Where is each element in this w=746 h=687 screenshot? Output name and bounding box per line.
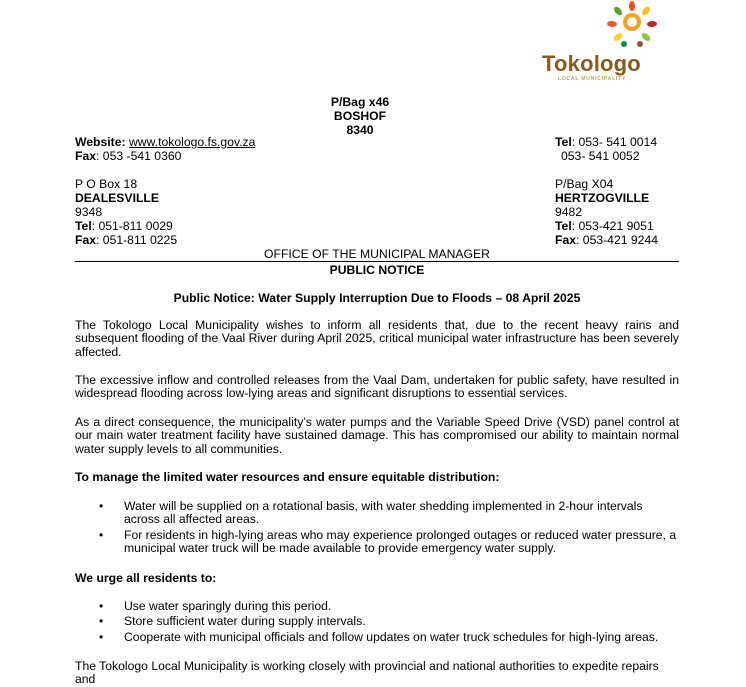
bullet-icon: • bbox=[99, 527, 104, 542]
office-dealesville bbox=[75, 178, 177, 248]
tel-label: Tel bbox=[75, 219, 92, 233]
tel-label: Tel bbox=[555, 219, 572, 233]
bullet-icon: • bbox=[99, 614, 104, 629]
office-box: P O Box 18 bbox=[75, 177, 138, 191]
address-line: BOSHOF bbox=[333, 109, 387, 123]
list-item-text: Water will be supplied on a rotational basis, with water shedding implemented in 2-hour intervals across all affected areas. bbox=[124, 499, 643, 527]
bullet-icon: • bbox=[99, 499, 104, 513]
head-office-address bbox=[300, 96, 420, 138]
list-item-text: Use water sparingly during this period. bbox=[124, 599, 332, 613]
fax-label: Fax bbox=[75, 149, 97, 163]
bullet-list bbox=[75, 500, 679, 558]
website-label: Website: bbox=[75, 135, 126, 149]
sun-people-icon bbox=[602, 0, 662, 52]
section-heading: We urge all residents to: bbox=[75, 571, 217, 585]
section-heading: To manage the limited water resources and ensure equitable distribution: bbox=[75, 470, 500, 484]
list-item bbox=[75, 500, 679, 527]
fax-label: Fax bbox=[555, 233, 577, 247]
office-town: DEALESVILLE bbox=[75, 191, 159, 205]
bullet-icon: • bbox=[99, 629, 104, 644]
fax-label: Fax bbox=[75, 233, 97, 247]
paragraph: The Tokologo Local Municipality wishes to inform all residents that, due to the recent heavy rains and subsequent flooding of the Vaal River during April 2025, critical municipal water infrastructure has been severely affected. bbox=[75, 318, 679, 359]
address-line: 8340 bbox=[346, 123, 374, 137]
website-link[interactable]: www.tokologo.fs.gov.za bbox=[128, 135, 256, 149]
fax-number: : 051-811 0225 bbox=[96, 233, 178, 247]
address-line: P/Bag x46 bbox=[330, 95, 390, 109]
list-item bbox=[75, 600, 679, 613]
fax-number: : 053-421 9244 bbox=[576, 233, 659, 247]
closing-paragraph: The Tokologo Local Municipality is working closely with provincial and national authorities to expedite repairs and bbox=[75, 659, 659, 687]
office-hertzogville bbox=[555, 178, 658, 248]
contact-block-left bbox=[75, 136, 255, 164]
municipal-logo bbox=[540, 0, 665, 86]
tel-number: : 051-811 0029 bbox=[91, 219, 173, 233]
tel-number: : 053- 541 0014 bbox=[571, 135, 658, 149]
office-box: P/Bag X04 bbox=[555, 177, 614, 191]
divider bbox=[75, 261, 679, 262]
office-title: OFFICE OF THE MUNICIPAL MANAGER bbox=[264, 247, 490, 261]
notice-label: PUBLIC NOTICE bbox=[329, 263, 425, 277]
bullet-list bbox=[75, 600, 679, 646]
list-item-text: Store sufficient water during supply intervals. bbox=[124, 614, 366, 629]
office-town: HERTZOGVILLE bbox=[555, 191, 650, 205]
list-item-text: Cooperate with municipal officials and follow updates on water truck schedules for high-lying areas. bbox=[124, 629, 659, 644]
list-item-text: For residents in high-lying areas who may experience prolonged outages or reduced water pressure, a municipal water truck will be made available to provide emergency water supply. bbox=[124, 527, 677, 556]
list-item bbox=[75, 631, 679, 644]
list-item bbox=[75, 615, 679, 628]
fax-number: : 053 -541 0360 bbox=[96, 149, 182, 163]
paragraph: As a direct consequence, the municipality’s water pumps and the Variable Speed Drive (VSD) panel control at our main water treatment facility have sustained damage. This has compromised our ability to maintain normal water supply levels to all communities. bbox=[75, 415, 679, 456]
tel-number-2: 053- 541 0052 bbox=[561, 149, 640, 163]
tel-label: Tel bbox=[555, 135, 572, 149]
logo-subtitle: LOCAL MUNICIPALITY bbox=[558, 76, 627, 82]
notice-headline: Public Notice: Water Supply Interruption Due to Floods – 08 April 2025 bbox=[173, 291, 581, 305]
paragraph: The excessive inflow and controlled releases from the Vaal Dam, undertaken for public safety, have resulted in widespread flooding across low-lying areas and significant disruptions to essential services. bbox=[75, 373, 679, 401]
office-code: 9482 bbox=[555, 205, 583, 219]
bullet-icon: • bbox=[99, 599, 104, 613]
contact-block-right bbox=[555, 136, 657, 164]
list-item bbox=[75, 529, 679, 556]
tel-number: : 053-421 9051 bbox=[571, 219, 654, 233]
office-code: 9348 bbox=[75, 205, 103, 219]
logo-name: Tokologo bbox=[542, 51, 641, 76]
